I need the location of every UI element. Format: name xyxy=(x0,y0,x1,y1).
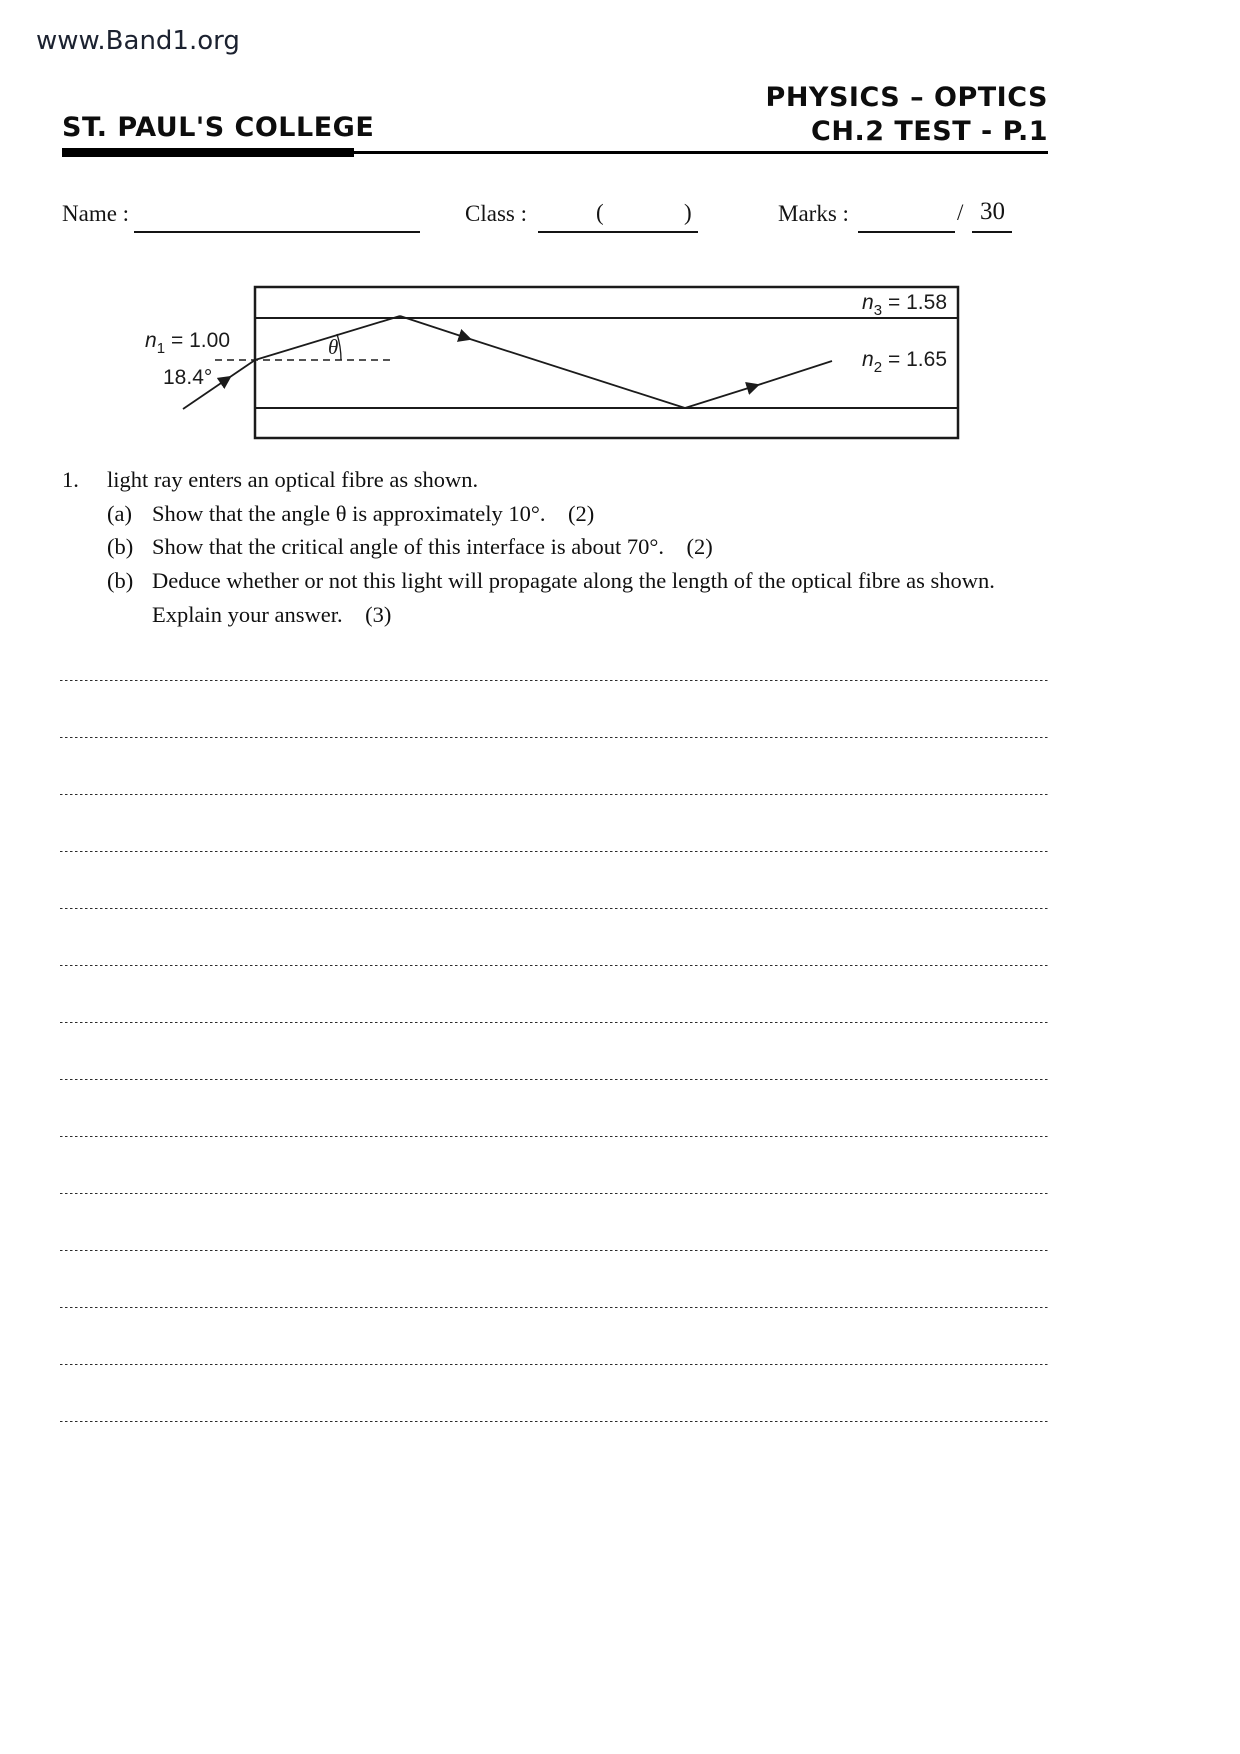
part-text: Deduce whether or not this light will propagate along the length of the optical fibre as shown. xyxy=(152,568,995,593)
answer-line xyxy=(60,1079,1048,1080)
n2-label: $n_2 = 1.65$ xyxy=(862,348,948,376)
part-label: (b) xyxy=(107,568,134,593)
part-text: Show that the angle θ is approximately 10°. (2) xyxy=(152,501,595,526)
internal-ray-down xyxy=(400,316,470,339)
answer-line xyxy=(60,965,1048,966)
fibre-outline xyxy=(255,287,958,438)
question-stem: light ray enters an optical fibre as shown. xyxy=(107,467,479,492)
answer-line xyxy=(60,1421,1048,1422)
internal-ray-up-tail xyxy=(758,361,832,385)
internal-ray-up xyxy=(685,385,758,408)
n1-label: $n_1 = 1.00$ xyxy=(145,329,231,357)
answer-line xyxy=(60,851,1048,852)
incident-angle-label: 18.4° xyxy=(163,366,213,389)
school-underline-bar xyxy=(62,148,354,157)
answer-line xyxy=(60,1307,1048,1308)
marks-blank-line xyxy=(858,231,955,233)
school-name: ST. PAUL'S COLLEGE xyxy=(62,112,375,143)
site-url: www.Band1.org xyxy=(36,26,240,56)
part-text: Explain your answer. (3) xyxy=(152,602,392,627)
question-part-b2 xyxy=(107,568,995,594)
marks-slash: / xyxy=(957,200,964,225)
incident-ray-tail xyxy=(230,360,255,377)
answer-line xyxy=(60,1250,1048,1251)
part-label: (a) xyxy=(107,501,132,526)
question-number: 1. xyxy=(62,467,79,492)
marks-label: Marks : xyxy=(778,201,849,226)
marks-total: 30 xyxy=(980,198,1005,225)
answer-line xyxy=(60,1364,1048,1365)
question-stem-row xyxy=(62,467,478,493)
optical-fibre-diagram xyxy=(0,270,1240,470)
subject-title: PHYSICS – OPTICS xyxy=(765,82,1048,113)
answer-line xyxy=(60,1193,1048,1194)
part-text: Show that the critical angle of this interface is about 70°. (2) xyxy=(152,534,713,559)
answer-lines xyxy=(60,680,1048,1478)
theta-label: θ xyxy=(328,335,339,359)
question-part-b1 xyxy=(107,534,713,560)
part-label: (b) xyxy=(107,534,134,559)
answer-line xyxy=(60,908,1048,909)
question-part-cont xyxy=(107,602,391,628)
answer-line xyxy=(60,1136,1048,1137)
answer-line xyxy=(60,737,1048,738)
class-paren-open: ( xyxy=(596,200,604,225)
name-label: Name : xyxy=(62,201,130,226)
n3-label: $n_3 = 1.58$ xyxy=(862,291,948,319)
class-label: Class : xyxy=(465,201,527,226)
answer-line xyxy=(60,680,1048,681)
internal-ray-down-tail xyxy=(470,339,685,408)
class-blank-line xyxy=(538,231,698,233)
header-rule xyxy=(354,151,1048,154)
test-title: CH.2 TEST - P.1 xyxy=(811,116,1048,147)
question-part-a xyxy=(107,501,594,527)
answer-line xyxy=(60,794,1048,795)
answer-line xyxy=(60,1022,1048,1023)
name-blank-line xyxy=(134,231,420,233)
marks-total-line xyxy=(972,231,1012,233)
class-paren-close: ) xyxy=(684,200,692,225)
